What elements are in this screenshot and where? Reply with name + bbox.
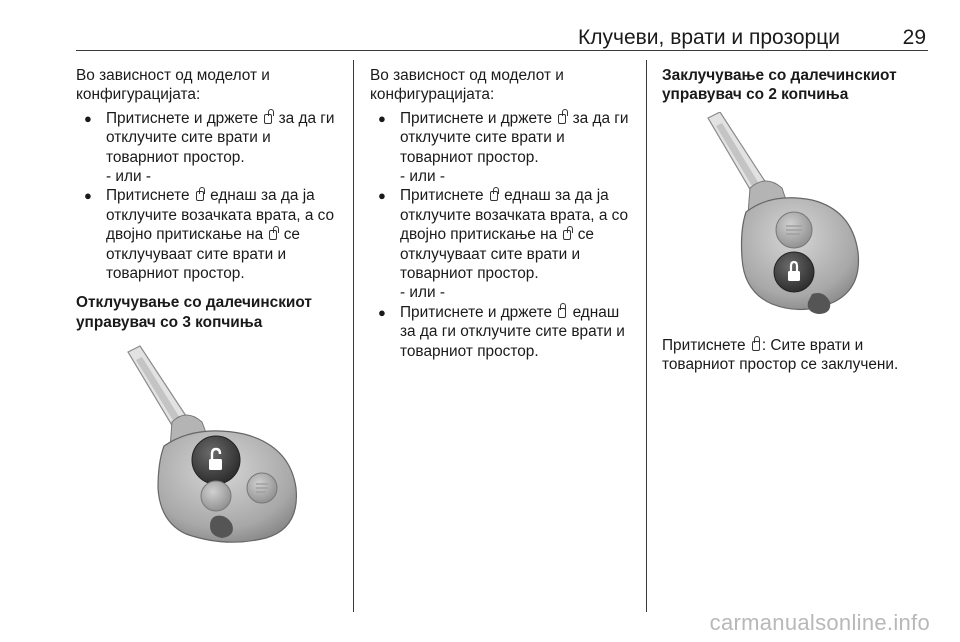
key-fob-3-button-illustration: [76, 338, 340, 548]
unlock-icon: [563, 230, 571, 240]
unlock-icon: [490, 191, 498, 201]
key-fob-2-button-illustration: [662, 112, 926, 322]
unlock-icon: [269, 230, 277, 240]
page-number: 29: [902, 26, 926, 49]
column-2: [370, 66, 636, 361]
bullet-dot: ●: [84, 110, 92, 126]
column-divider-2: [646, 60, 647, 612]
bullet-dot: ●: [84, 188, 92, 204]
section-heading: Отклучување со далечинскиот управувач со 3 копчиња: [76, 294, 312, 331]
page-title: Клучеви, врати и прозорци: [578, 26, 840, 49]
bullet-dot: ●: [378, 188, 386, 204]
intro-text: Во зависност од моделот и конфигурацијата:: [76, 67, 270, 104]
bullet-item: ● Притиснете еднаш за да ја отклучите возачката врата, а со двојно притискање на се отклучуваат сите врати и товарниот простор.: [378, 187, 629, 283]
bullet-item: ● Притиснете и држете еднаш за да ги отклучите сите врати и товарниот простор.: [378, 303, 625, 360]
bullet-dot: ●: [378, 304, 386, 320]
lock-icon: [558, 308, 566, 318]
column-3-caption: [662, 336, 928, 375]
unlock-icon: [264, 114, 272, 124]
column-1: [76, 66, 342, 332]
unlock-icon: [196, 191, 204, 201]
bullet-item: ● Притиснете еднаш за да ја отклучите возачката врата, а со двојно притискање на се отклучуваат сите врати и товарниот простор.: [84, 187, 335, 283]
intro-text: Во зависност од моделот и конфигурацијата:: [370, 67, 564, 104]
watermark: carmanualsonline.info: [709, 610, 930, 635]
bullet-item: ● Притиснете и држете за да ги отклучите сите врати и товарниот простор.: [84, 109, 335, 166]
bullet-dot: ●: [378, 110, 386, 126]
lock-icon: [752, 341, 760, 351]
or-separator: - или -: [106, 168, 151, 186]
unlock-icon: [558, 114, 566, 124]
or-separator: - или -: [400, 284, 445, 302]
page-header: [76, 0, 928, 51]
section-heading: Заклучување со далечинскиот управувач со 2 копчиња: [662, 67, 897, 104]
or-separator: - или -: [400, 168, 445, 186]
bullet-item: ● Притиснете и држете за да ги отклучите сите врати и товарниот простор.: [378, 109, 629, 166]
column-divider-1: [353, 60, 354, 612]
column-3: [662, 66, 928, 105]
caption-text: Притиснете : Сите врати и товарниот простор се заклучени.: [662, 337, 899, 374]
key-fob-2-button-figure: [662, 112, 926, 322]
key-fob-3-button-figure: [76, 338, 340, 548]
